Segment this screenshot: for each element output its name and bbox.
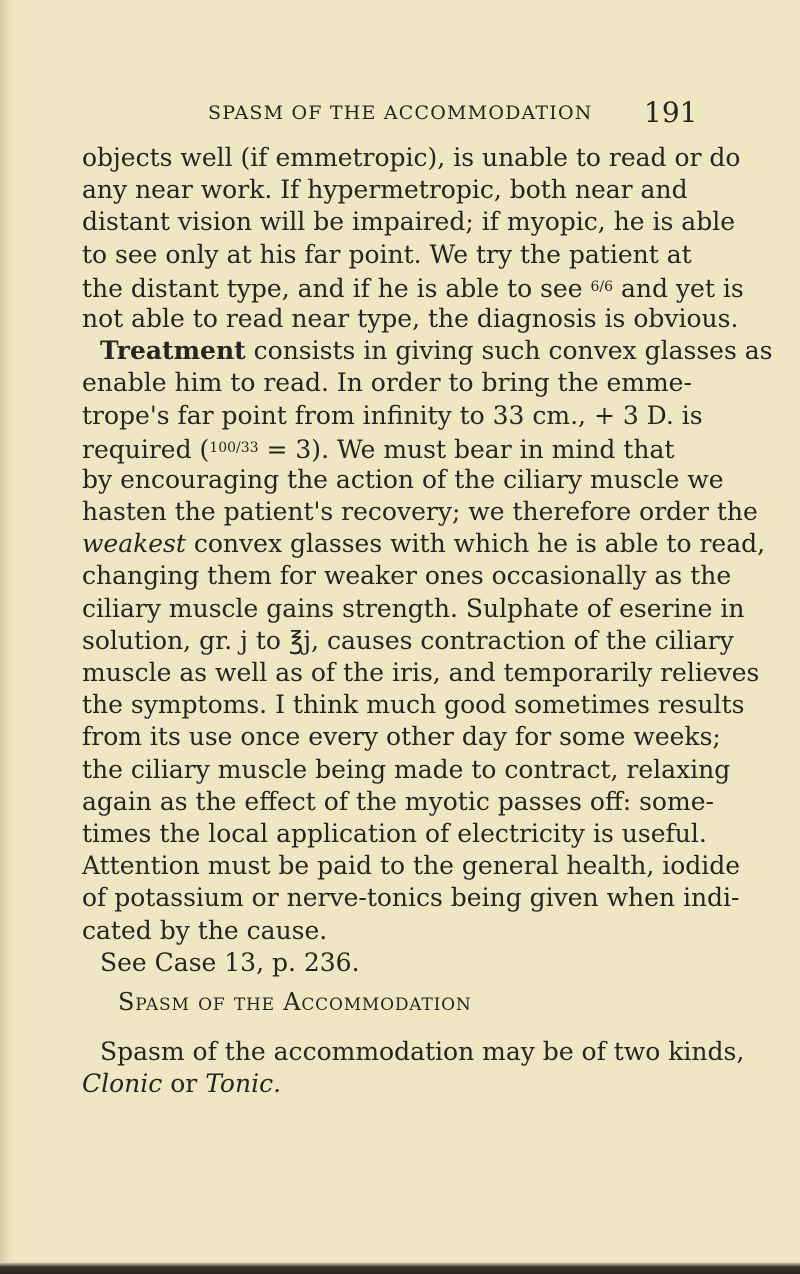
text-line: ciliary muscle gains strength. Sulphate of eserine in — [82, 593, 745, 623]
text-line: the distant type, and if he is able to see $^{6/6}$ and yet is — [82, 273, 744, 303]
emphasis: weakest — [82, 529, 186, 559]
text-line: times the local application of electricity is useful. — [82, 818, 707, 848]
text-line: cated by the cause. — [82, 915, 328, 945]
section-body — [82, 1036, 760, 1100]
body-text — [82, 142, 773, 979]
text-line: to see only at his far point. We try the patient at — [82, 239, 692, 269]
text-line: any near work. If hypermetropic, both near and — [82, 175, 688, 205]
page-edge — [0, 0, 14, 1274]
term-clonic: Clonic — [82, 1069, 163, 1099]
text-line: Clonic or Tonic. — [82, 1069, 282, 1099]
text-line: enable him to read. In order to bring the emme- — [82, 368, 692, 398]
term-tonic: Tonic. — [205, 1069, 282, 1099]
page-bottom-edge — [0, 1262, 800, 1274]
running-head: SPASM OF THE ACCOMMODATION — [208, 102, 593, 124]
text-line: from its use once every other day for some weeks; — [82, 722, 721, 752]
text-line: not able to read near type, the diagnosis is obvious. — [82, 303, 739, 333]
text-line: Treatment consists in giving such convex glasses as — [100, 336, 773, 366]
text-line: hasten the patient's recovery; we therefore order the — [82, 497, 758, 527]
text-line: Spasm of the accommodation may be of two kinds, — [100, 1037, 745, 1066]
page-header — [0, 96, 800, 136]
treatment-heading: Treatment — [100, 336, 246, 366]
text-line: of potassium or nerve-tonics being given when indi- — [82, 883, 740, 913]
text-line: muscle as well as of the iris, and temporarily relieves — [82, 658, 760, 687]
text-line: solution, gr. j to ℥j, causes contraction of the ciliary — [82, 625, 734, 655]
fraction: 6/6 — [590, 278, 613, 295]
text-line: by encouraging the action of the ciliary muscle we — [82, 464, 724, 494]
text-line: weakest convex glasses with which he is able to read, — [82, 529, 766, 559]
text-line: the ciliary muscle being made to contract, relaxing — [82, 754, 731, 784]
text-line: the symptoms. I think much good sometimes results — [82, 690, 745, 720]
section-heading: Spasm of the Accommodation — [118, 988, 472, 1016]
text-line: Attention must be paid to the general health, iodide — [82, 851, 741, 881]
text-line: again as the effect of the myotic passes off: some- — [82, 786, 714, 816]
text-line: objects well (if emmetropic), is unable to read or do — [82, 143, 741, 172]
text-line: changing them for weaker ones occasionally as the — [82, 561, 732, 591]
page-number: 191 — [644, 96, 698, 129]
fraction: 100/33 — [209, 439, 259, 456]
text-line: trope's far point from infinity to 33 cm., + 3 D. is — [82, 400, 703, 430]
text-line: distant vision will be impaired; if myopic, he is able — [82, 207, 736, 237]
text-line: required ($^{100/33}$ = 3). We must bear in mind that — [82, 434, 675, 464]
case-reference: See Case 13, p. 236. — [100, 947, 360, 977]
